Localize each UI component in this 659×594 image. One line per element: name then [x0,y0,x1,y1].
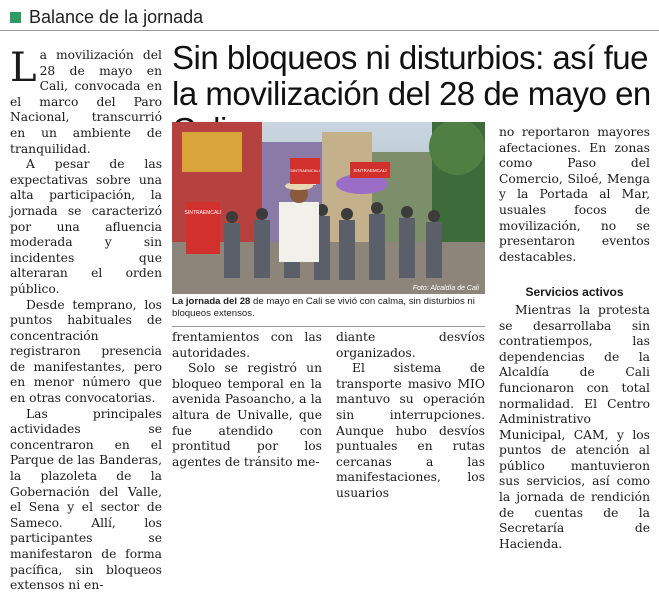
protest-sign-left-text: SINTRAEMCALI [184,210,222,216]
paragraph-1 [10,45,162,157]
protest-sign-center-text: SINTRAEMCALI [290,168,320,173]
paragraph-3: Desde temprano, los puntos habituales de concentración registraron presencia de manifestantes, pero en menor número que en otras convocatorias. [10,297,162,406]
photo-credit: Foto: Alcaldía de Cali [412,285,479,292]
section-marker-icon [10,12,21,23]
paragraph-10: Mientras la protesta se desarrollaba sin contratiempos, las dependencias de la Alcaldía de Cali funcionaron con total normalidad. El Centro Administrativo Municipal, CAM, y los puntos de atención al público mantuvieron sus servicios, así como la jornada de rendición de cuentas de la Secretaría de Hacienda. [499,302,650,551]
protest-photo-illustration [172,122,485,294]
subheading: Servicios activos [525,285,624,300]
header-divider [0,30,659,31]
section-header [10,6,203,28]
caption-divider [172,326,485,327]
section-title: Balance de la jornada [29,6,204,27]
article-headline: Sin bloqueos ni disturbios: así fue la movilización del 28 de mayo en [172,39,651,112]
column-4 [499,125,650,552]
paragraph-6: Solo se registró un bloqueo temporal en la avenida Pasoancho, a la altura de Univalle, que fue atendido con prontitud por los agentes de tránsito me- [172,361,322,469]
drop-cap: L [10,45,37,91]
caption-text: de mayo en Cali se vivió con calma, sin disturbios ni bloqueos extensos. [172,296,475,319]
paragraph-2: A pesar de las expectativas sobre una alta participación, la jornada se caracterizó por una afluencia moderada y sin incidentes que alteraran el orden público. [10,157,162,296]
paragraph-7: diante desvíos organizados. [336,330,485,360]
column-3 [336,330,485,502]
protest-sign-right-text: SINTRAEMCALI [353,168,387,173]
photo-caption [172,296,486,320]
paragraph-9: no reportaron mayores afectaciones. En zonas como Paso del Comercio, Siloé, Menga y la Portada al Mar, usuales focos de movilización, no se presentaron eventos destacables. [499,125,650,264]
caption-lead: La jornada del 28 [172,296,251,307]
paragraph-1-text: a movilización del 28 de mayo en Cali, convocada en el marco del Paro Nacional, transcurrió en un ambiente de tranquilidad. [10,48,162,156]
column-1 [10,45,162,594]
paragraph-8: El sistema de transporte masivo MIO mantuvo su operación sin interrupciones. Aunque hubo desvíos puntuales en rutas cercanas a las manifestaciones, los usuarios [336,361,485,500]
protester-white-shirt [279,202,319,262]
column-2 [172,330,322,470]
paragraph-5: frentamientos con las autoridades. [172,330,322,360]
paragraph-4: Las principales actividades se concentraron en el Parque de las Banderas, la plazoleta de la Gobernación del Valle, el Sena y el sector de Sameco. Allí, los participantes se manifestaron de forma pacífica, sin bloqueos extensos ni en- [10,406,162,593]
article-photo [172,122,485,294]
